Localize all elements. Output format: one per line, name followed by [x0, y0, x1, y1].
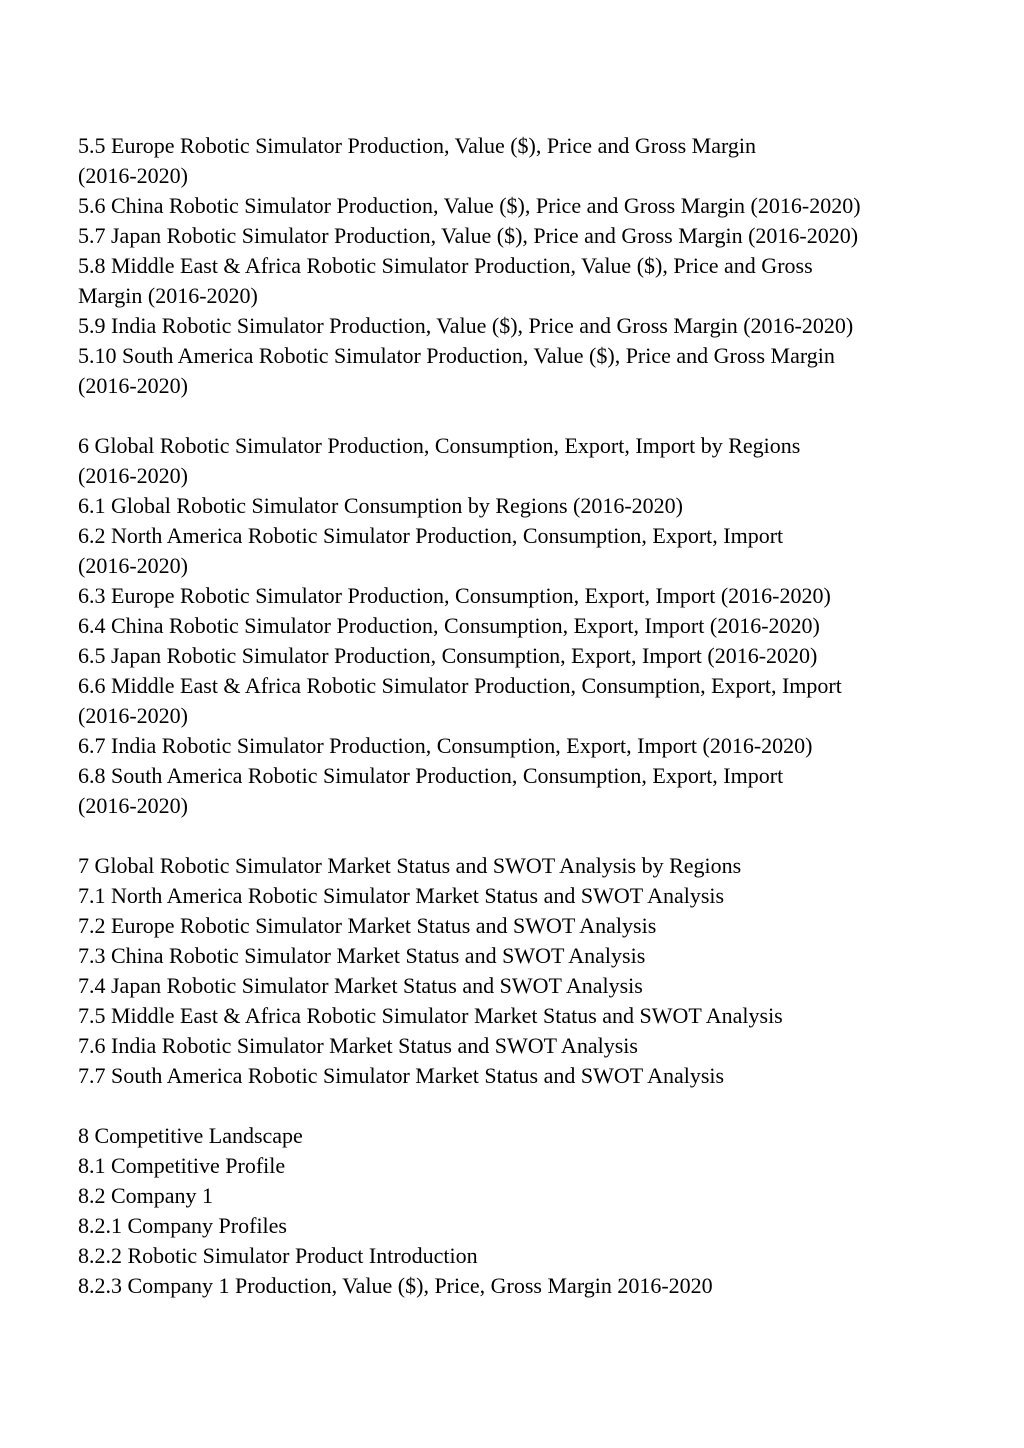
toc-line: 6.5 Japan Robotic Simulator Production, Consumption, Export, Import (2016-2020)	[78, 643, 818, 668]
toc-line: (2016-2020)	[78, 553, 188, 578]
document-page	[78, 131, 958, 1331]
toc-line: Margin (2016-2020)	[78, 283, 258, 308]
toc-line: 5.5 Europe Robotic Simulator Production, Value ($), Price and Gross Margin	[78, 133, 757, 158]
toc-line: (2016-2020)	[78, 793, 188, 818]
toc-line: 5.10 South America Robotic Simulator Production, Value ($), Price and Gross Margin	[78, 343, 835, 368]
toc-section-8	[78, 1121, 958, 1301]
toc-line: 5.8 Middle East & Africa Robotic Simulator Production, Value ($), Price and Gross	[78, 253, 813, 278]
toc-heading: 8 Competitive Landscape	[78, 1123, 303, 1148]
toc-line: 7.3 China Robotic Simulator Market Status and SWOT Analysis	[78, 943, 646, 968]
toc-line: (2016-2020)	[78, 373, 188, 398]
toc-line: 8.1 Competitive Profile	[78, 1153, 286, 1178]
toc-heading: 6 Global Robotic Simulator Production, Consumption, Export, Import by Regions	[78, 433, 801, 458]
toc-line: 8.2.2 Robotic Simulator Product Introduction	[78, 1243, 478, 1268]
toc-line: (2016-2020)	[78, 463, 188, 488]
toc-line: 7.6 India Robotic Simulator Market Status and SWOT Analysis	[78, 1033, 638, 1058]
toc-line: 6.4 China Robotic Simulator Production, Consumption, Export, Import (2016-2020)	[78, 613, 820, 638]
toc-line: 7.1 North America Robotic Simulator Market Status and SWOT Analysis	[78, 883, 725, 908]
toc-line: 7.2 Europe Robotic Simulator Market Status and SWOT Analysis	[78, 913, 657, 938]
toc-heading: 7 Global Robotic Simulator Market Status and SWOT Analysis by Regions	[78, 853, 742, 878]
toc-line: 6.3 Europe Robotic Simulator Production, Consumption, Export, Import (2016-2020)	[78, 583, 831, 608]
toc-line: 7.5 Middle East & Africa Robotic Simulator Market Status and SWOT Analysis	[78, 1003, 783, 1028]
toc-line: 5.7 Japan Robotic Simulator Production, Value ($), Price and Gross Margin (2016-2020)	[78, 223, 859, 248]
toc-line: 6.7 India Robotic Simulator Production, Consumption, Export, Import (2016-2020)	[78, 733, 813, 758]
toc-line: 6.8 South America Robotic Simulator Production, Consumption, Export, Import	[78, 763, 784, 788]
toc-section-6	[78, 431, 958, 821]
toc-line: 6.6 Middle East & Africa Robotic Simulator Production, Consumption, Export, Import	[78, 673, 842, 698]
toc-section-7	[78, 851, 958, 1091]
toc-line: 5.9 India Robotic Simulator Production, Value ($), Price and Gross Margin (2016-2020)	[78, 313, 854, 338]
toc-line: (2016-2020)	[78, 163, 188, 188]
toc-section-5-continued	[78, 131, 958, 401]
toc-line: 6.2 North America Robotic Simulator Production, Consumption, Export, Import	[78, 523, 784, 548]
toc-line: 8.2.1 Company Profiles	[78, 1213, 287, 1238]
toc-line: 8.2.3 Company 1 Production, Value ($), Price, Gross Margin 2016-2020	[78, 1273, 713, 1298]
toc-line: 8.2 Company 1	[78, 1183, 214, 1208]
toc-line: (2016-2020)	[78, 703, 188, 728]
toc-line: 7.4 Japan Robotic Simulator Market Status and SWOT Analysis	[78, 973, 643, 998]
toc-line: 7.7 South America Robotic Simulator Market Status and SWOT Analysis	[78, 1063, 725, 1088]
toc-line: 5.6 China Robotic Simulator Production, Value ($), Price and Gross Margin (2016-2020)	[78, 193, 861, 218]
toc-line: 6.1 Global Robotic Simulator Consumption by Regions (2016-2020)	[78, 493, 683, 518]
